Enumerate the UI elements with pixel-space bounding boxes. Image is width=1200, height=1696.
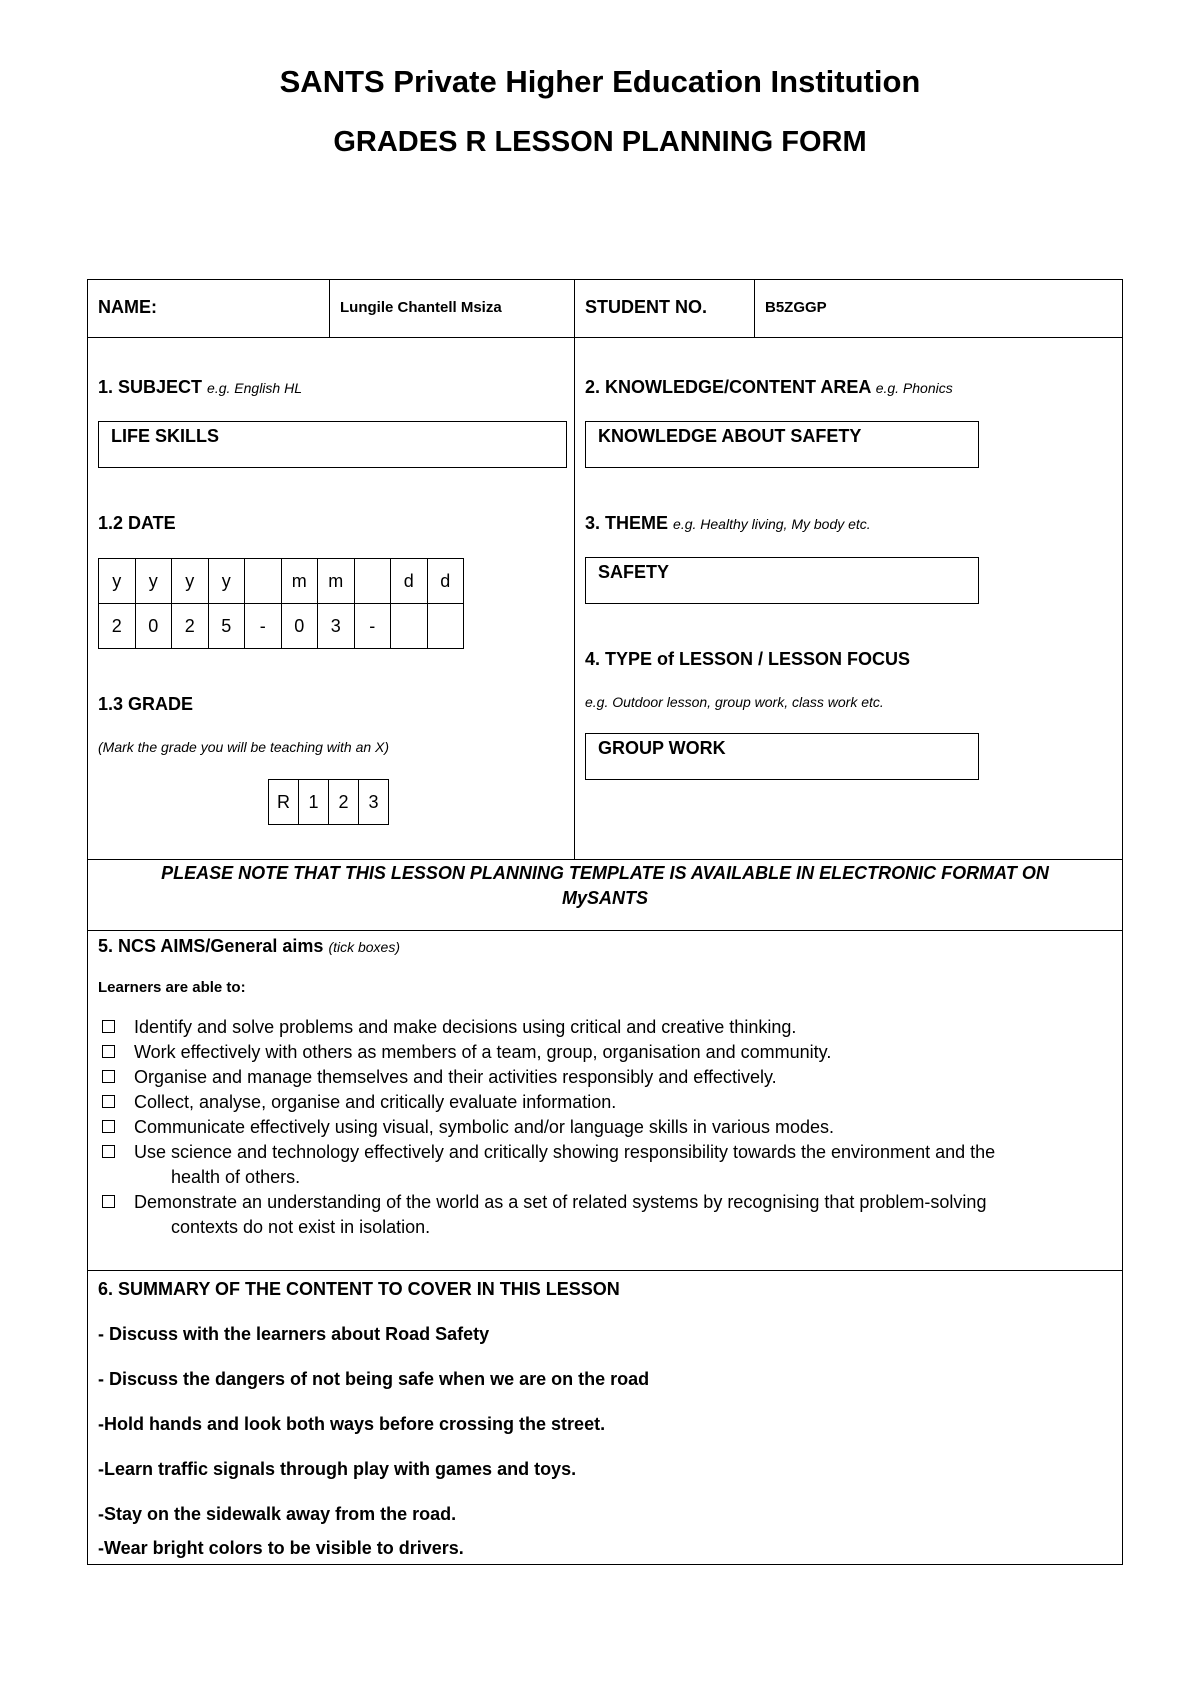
date-value-cell[interactable]: 5 bbox=[208, 604, 245, 649]
grade-instruction: (Mark the grade you will be teaching with an X) bbox=[98, 739, 390, 755]
date-header-cell: m bbox=[318, 559, 355, 604]
date-label: 1.2 DATE bbox=[98, 513, 176, 533]
date-header-cell: y bbox=[172, 559, 209, 604]
knowledge-field[interactable]: KNOWLEDGE ABOUT SAFETY bbox=[585, 421, 979, 468]
knowledge-label: 2. KNOWLEDGE/CONTENT AREA e.g. Phonics bbox=[585, 377, 953, 397]
lesson-type-example: e.g. Outdoor lesson, group work, class work etc. bbox=[585, 694, 884, 710]
aims-list bbox=[98, 1015, 1108, 1240]
date-header-cell: d bbox=[391, 559, 428, 604]
subject-field[interactable]: LIFE SKILLS bbox=[98, 421, 567, 468]
aim-item: Demonstrate an understanding of the world as a set of related systems by recognising that problem-solving contexts do not exist in isolation. bbox=[98, 1190, 1108, 1240]
aim-checkbox[interactable] bbox=[102, 1045, 115, 1058]
date-header-cell: y bbox=[99, 559, 136, 604]
theme-label: 3. THEME e.g. Healthy living, My body etc. bbox=[585, 513, 871, 533]
aims-label: 5. NCS AIMS/General aims (tick boxes) bbox=[98, 936, 401, 956]
student-number[interactable]: B5ZGGP bbox=[765, 299, 827, 316]
date-value-cell[interactable]: - bbox=[354, 604, 391, 649]
name-label: NAME: bbox=[98, 297, 157, 317]
grade-option-r[interactable]: R bbox=[269, 780, 299, 825]
grade-option-3[interactable]: 3 bbox=[359, 780, 389, 825]
lesson-type-label: 4. TYPE of LESSON / LESSON FOCUS bbox=[585, 649, 911, 669]
aim-item: Work effectively with others as members of a team, group, organisation and community. bbox=[98, 1040, 1108, 1065]
aim-checkbox[interactable] bbox=[102, 1095, 115, 1108]
grade-grid bbox=[268, 779, 389, 825]
aim-checkbox[interactable] bbox=[102, 1195, 115, 1208]
summary-item: - Discuss with the learners about Road Safety bbox=[98, 1324, 490, 1344]
date-header-cell: y bbox=[208, 559, 245, 604]
summary-label: 6. SUMMARY OF THE CONTENT TO COVER IN THIS LESSON bbox=[98, 1279, 620, 1299]
grade-option-2[interactable]: 2 bbox=[329, 780, 359, 825]
student-name[interactable]: Lungile Chantell Msiza bbox=[340, 299, 502, 316]
date-value-cell[interactable]: 2 bbox=[172, 604, 209, 649]
subject-label: 1. SUBJECT e.g. English HL bbox=[98, 377, 302, 397]
aim-checkbox[interactable] bbox=[102, 1120, 115, 1133]
date-header-cell: d bbox=[427, 559, 464, 604]
aim-checkbox[interactable] bbox=[102, 1070, 115, 1083]
date-header-cell: y bbox=[135, 559, 172, 604]
lesson-type-field[interactable]: GROUP WORK bbox=[585, 733, 979, 780]
date-header-cell: m bbox=[281, 559, 318, 604]
date-value-cell[interactable]: 2 bbox=[99, 604, 136, 649]
summary-item: -Stay on the sidewalk away from the road. bbox=[98, 1504, 457, 1524]
lesson-planning-form bbox=[87, 279, 1123, 1565]
date-value-cell[interactable]: 0 bbox=[135, 604, 172, 649]
grade-option-1[interactable]: 1 bbox=[299, 780, 329, 825]
form-title: GRADES R LESSON PLANNING FORM bbox=[333, 126, 867, 158]
aim-item: Identify and solve problems and make decisions using critical and creative thinking. bbox=[98, 1015, 1108, 1040]
date-value-cell[interactable] bbox=[391, 604, 428, 649]
summary-item: - Discuss the dangers of not being safe when we are on the road bbox=[98, 1369, 650, 1389]
aim-item: Collect, analyse, organise and critically evaluate information. bbox=[98, 1090, 1108, 1115]
date-grid bbox=[98, 558, 464, 649]
electronic-format-note: PLEASE NOTE THAT THIS LESSON PLANNING TEMPLATE IS AVAILABLE IN ELECTRONIC FORMAT ON MySANTS bbox=[161, 863, 1049, 908]
student-number-label: STUDENT NO. bbox=[585, 297, 708, 317]
date-value-cell[interactable]: 3 bbox=[318, 604, 355, 649]
date-header-cell bbox=[245, 559, 282, 604]
date-value-cell[interactable]: 0 bbox=[281, 604, 318, 649]
aim-checkbox[interactable] bbox=[102, 1145, 115, 1158]
summary-item: -Hold hands and look both ways before crossing the street. bbox=[98, 1414, 606, 1434]
aims-intro: Learners are able to: bbox=[98, 979, 246, 996]
aim-item: Communicate effectively using visual, symbolic and/or language skills in various modes. bbox=[98, 1115, 1108, 1140]
institution-title: SANTS Private Higher Education Institution bbox=[279, 64, 921, 99]
summary-item: -Learn traffic signals through play with games and toys. bbox=[98, 1459, 577, 1479]
date-header-cell bbox=[354, 559, 391, 604]
date-value-cell[interactable]: - bbox=[245, 604, 282, 649]
aim-checkbox[interactable] bbox=[102, 1020, 115, 1033]
date-value-cell[interactable] bbox=[427, 604, 464, 649]
summary-item: -Wear bright colors to be visible to drivers. bbox=[98, 1538, 464, 1558]
grade-label: 1.3 GRADE bbox=[98, 694, 194, 714]
theme-field[interactable]: SAFETY bbox=[585, 557, 979, 604]
aim-item: Use science and technology effectively and critically showing responsibility towards the environment and the health of others. bbox=[98, 1140, 1108, 1190]
aim-item: Organise and manage themselves and their activities responsibly and effectively. bbox=[98, 1065, 1108, 1090]
